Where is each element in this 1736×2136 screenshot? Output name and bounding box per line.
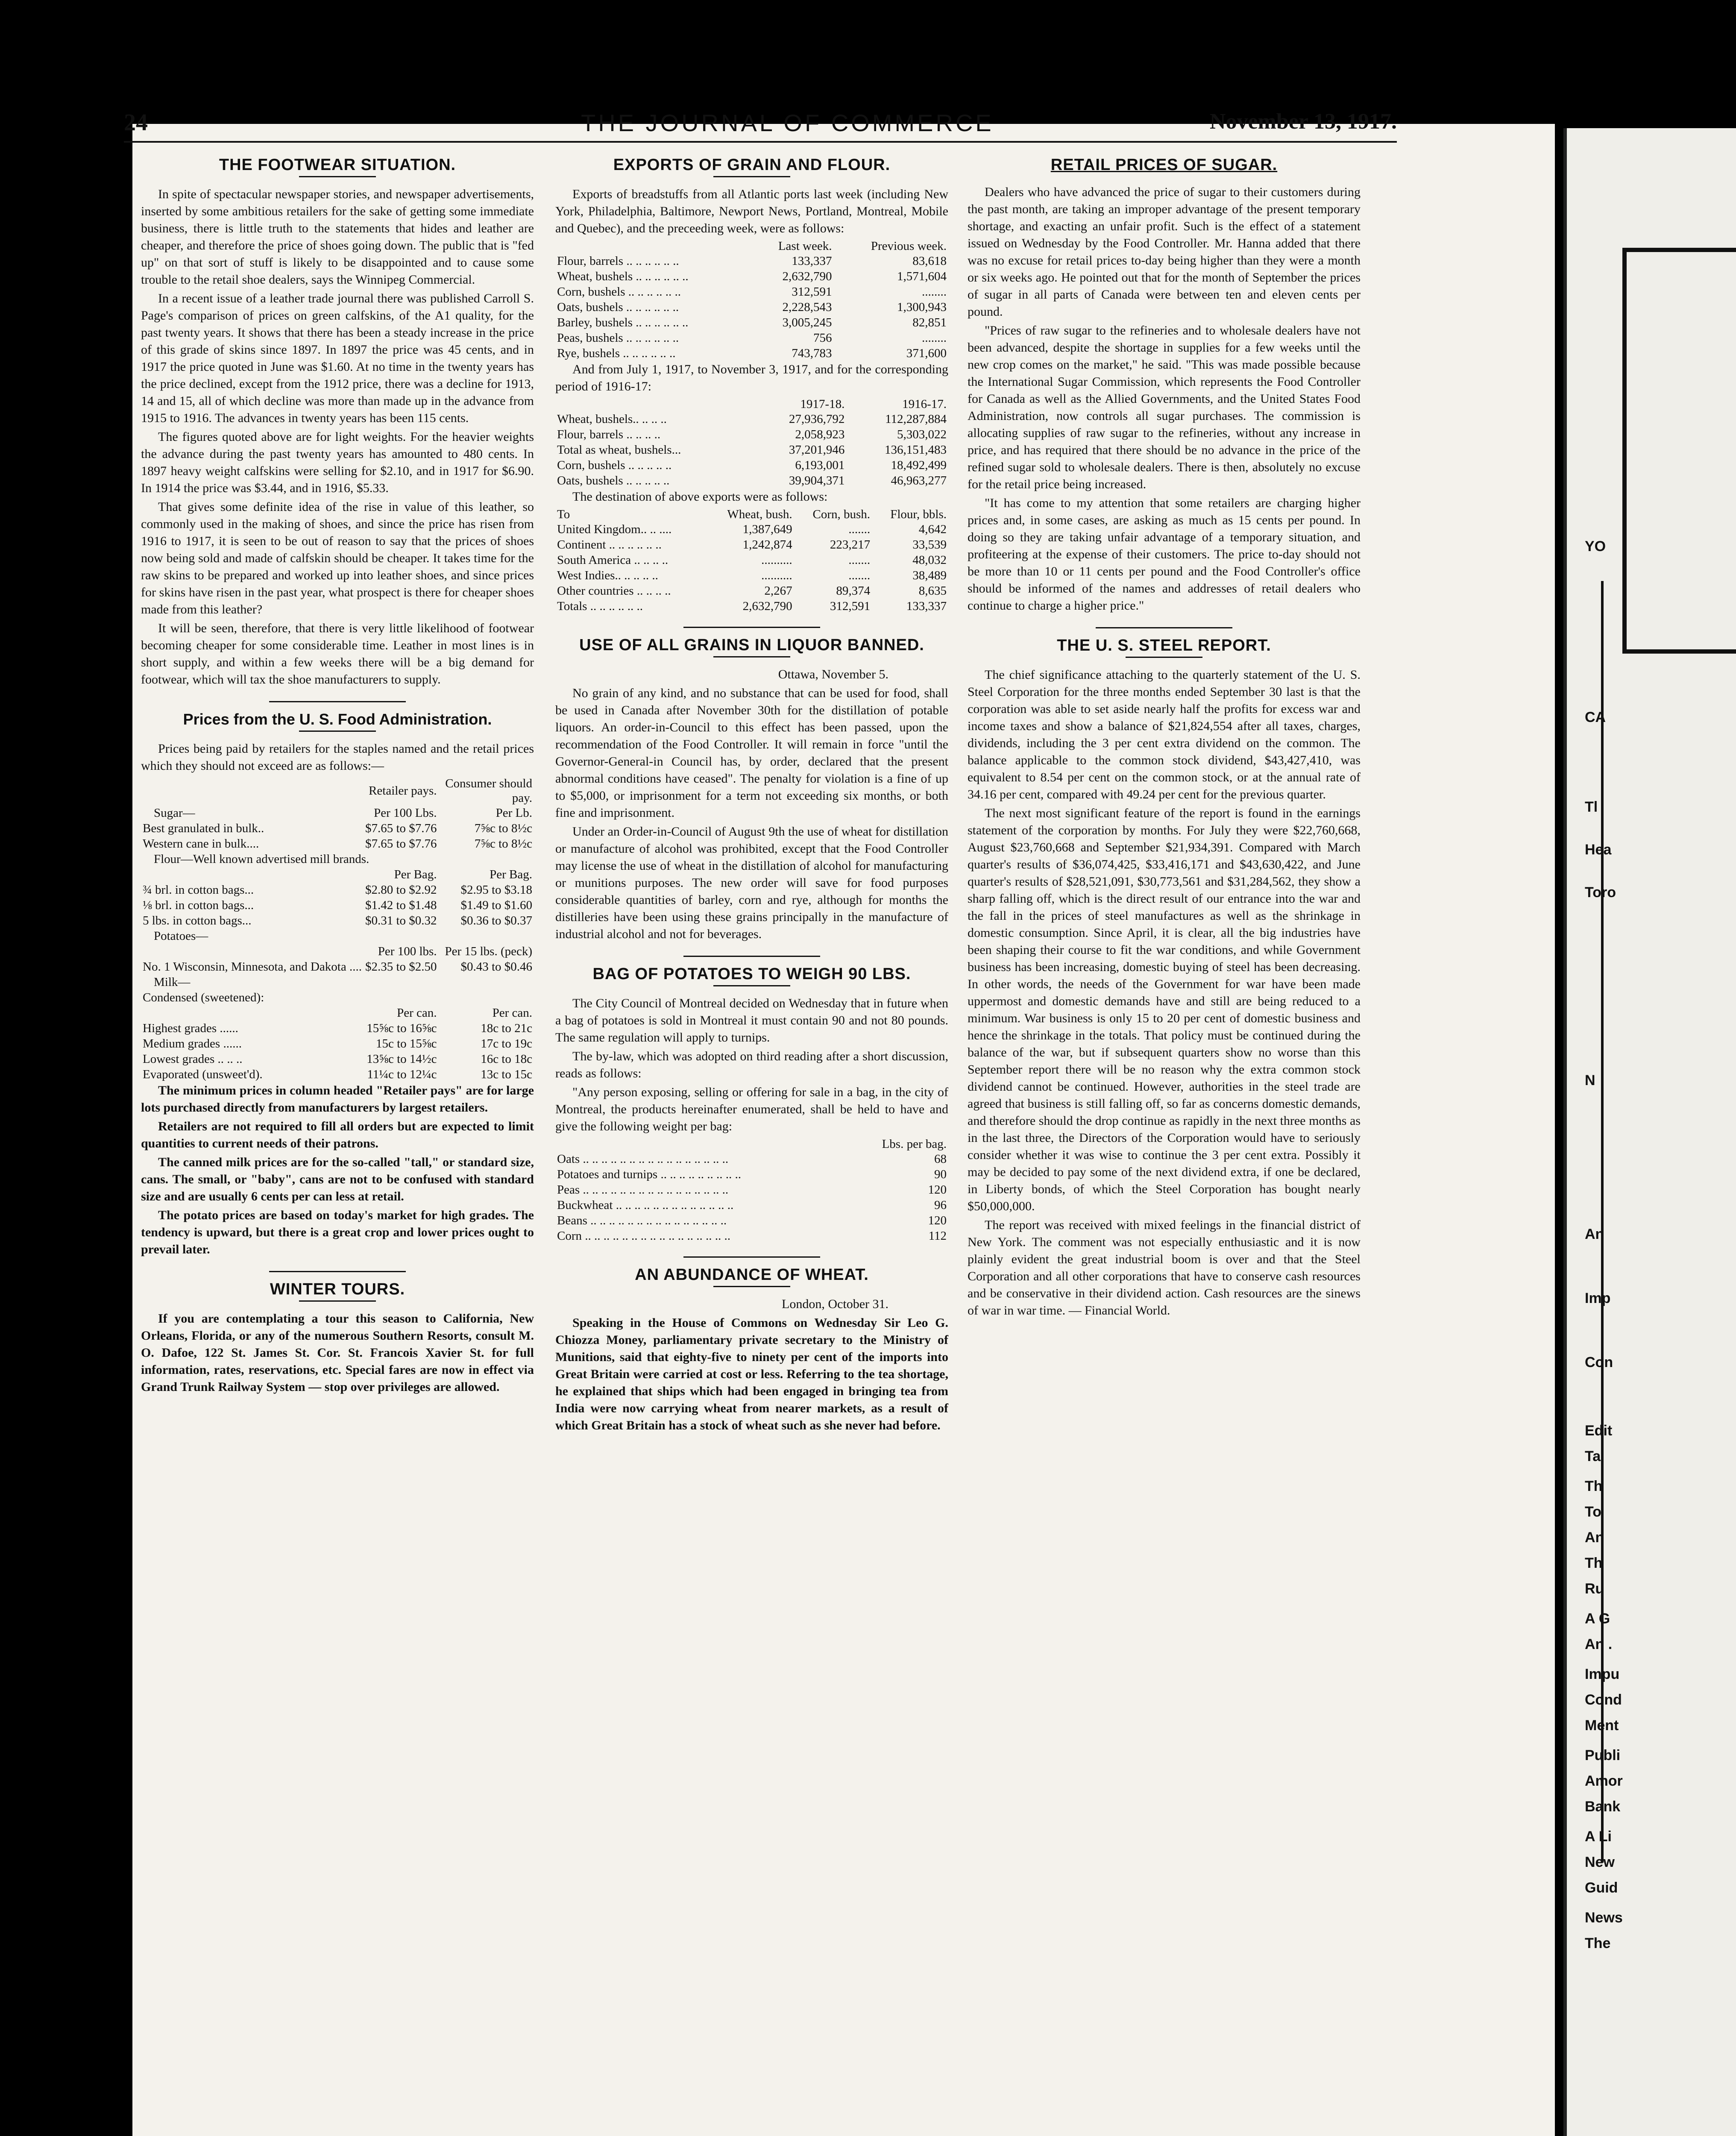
fragment-rule xyxy=(1601,581,1736,1863)
table-cell: $0.43 to $0.46 xyxy=(460,960,532,974)
table-cell: Total as wheat, bushels... xyxy=(557,443,681,457)
table-cell: Retailer pays. xyxy=(369,784,437,798)
table-cell: 90 xyxy=(934,1168,947,1181)
table-cell: ¾ brl. in cotton bags... xyxy=(143,883,254,897)
table-cell: 312,591 xyxy=(792,285,832,299)
table-row xyxy=(555,1182,948,1197)
table-cell xyxy=(141,776,364,805)
table-cell: 312,591 xyxy=(830,599,871,613)
table-cell: Condensed (sweetened): xyxy=(143,991,264,1004)
table-cell: 1916-17. xyxy=(902,397,947,411)
liquor-dateline: Ottawa, November 5. xyxy=(778,667,889,681)
table-cell: 16c to 18c xyxy=(481,1052,532,1066)
fragment-line: Toro xyxy=(1585,884,1616,901)
table-cell: Peas .. .. .. .. .. .. .. .. .. .. .. .. .. .. .. .. xyxy=(557,1183,729,1197)
page-number: 24 xyxy=(124,109,148,136)
table-row xyxy=(141,974,534,990)
winter-tours-text: If you are contemplating a tour this season to California, New Orleans, Florida, or any of the numerous Southern Resorts, consult M. O. Dafoe, 122 St. James St. Cor. St. Francois Xavier St. for full information, rates, reservations, etc. Special fares are now in effect via Grand Trunk Railway System — stop over privileges are allowed. xyxy=(141,1312,534,1394)
wheat-dateline: London, October 31. xyxy=(782,1297,889,1311)
table-row xyxy=(555,1228,948,1244)
winter-tours-title: WINTER TOURS. xyxy=(270,1280,405,1298)
fragment-line: An xyxy=(1585,1529,1604,1546)
steel-paragraph: The report was received with mixed feelings in the financial district of New York. The comment was not especially enthusiastic and it is now plainly evident the great industrial boom is over and that the Steel Corporation and all other corporations that have to conserve cash resources and be conservative in their dividend action. Cash resources are the sinews of war in war time. — Financial World. xyxy=(968,1218,1361,1317)
table-cell: 133,337 xyxy=(906,599,947,613)
divider xyxy=(299,1300,376,1302)
issue-date: November 13, 1917. xyxy=(1209,109,1397,134)
table-cell: 112 xyxy=(928,1229,947,1243)
table-row xyxy=(555,330,948,346)
divider xyxy=(713,1286,790,1287)
table-cell: ........ xyxy=(922,331,947,345)
table-cell: $2.80 to $2.92 xyxy=(365,883,437,897)
table-row xyxy=(555,299,948,315)
fragment-line: Imp xyxy=(1585,1290,1611,1306)
table-header xyxy=(141,776,534,805)
table-cell: Evaporated (unsweet'd). xyxy=(143,1068,263,1081)
table-row xyxy=(555,442,948,458)
table-cell: 13⅝c to 14½c xyxy=(367,1052,437,1066)
table-row xyxy=(555,1213,948,1228)
table-cell: $1.49 to $1.60 xyxy=(460,898,532,912)
table-cell: $2.35 to $2.50 xyxy=(365,960,437,974)
table-row xyxy=(555,346,948,361)
exports-period-table xyxy=(555,397,948,488)
table-cell: 17c to 19c xyxy=(481,1037,532,1050)
table-cell: 15⅝c to 16⅝c xyxy=(367,1021,437,1035)
table-cell: South America .. .. .. .. xyxy=(557,553,669,567)
table-cell: ....... xyxy=(848,553,871,567)
steel-title: THE U. S. STEEL REPORT. xyxy=(1057,637,1271,654)
table-cell: $7.65 to $7.76 xyxy=(365,837,437,851)
table-cell: Peas, bushels .. .. .. .. .. .. xyxy=(557,331,679,345)
divider xyxy=(299,731,376,732)
steel-paragraph: The chief significance attaching to the quarterly statement of the U. S. Steel Corporation for the three months ended September 30 last is that the corporation was able to set aside nearly half the profits for excess war and income taxes and show a balance of $21,824,554 after all taxes, charges, dividends, including the 3 per cent extra dividend on the common. The balance applicable to the common stock dividend, $43,427,410, was equivalent to 8.54 per cent on the common stock, or at the annual rate of 34.16 per cent, compared with 49.24 per cent for the previous quarter. xyxy=(968,668,1361,801)
liquor-paragraph: Under an Order-in-Council of August 9th the use of wheat for distillation or manufacture of alcohol was prohibited, except that the Food Controller may license the use of wheat in the distillation of alcohol for manufacturing or munitions purposes. The new order will save for food purposes considerable quantities of barley, corn and rye, although for months the distilleries have been using these grains principally in the manufacture of industrial alcohol and not for beverages. xyxy=(555,824,948,941)
table-row xyxy=(555,458,948,473)
food-admin-note: The potato prices are based on today's market for high grades. The tendency is upward, but there is a great crop and lower prices ought to prevail later. xyxy=(141,1208,534,1256)
fragment-line: Ru xyxy=(1585,1581,1604,1597)
table-cell: Per can. xyxy=(397,1006,437,1020)
table-cell: Medium grades ...... xyxy=(143,1037,242,1050)
table-row xyxy=(141,898,534,913)
table-cell: 18,492,499 xyxy=(891,458,947,472)
table-row xyxy=(555,568,948,583)
sugar-article xyxy=(968,184,1361,614)
table-cell: $1.42 to $1.48 xyxy=(365,898,437,912)
table-cell: Corn, bushels .. .. .. .. .. .. xyxy=(557,285,681,299)
food-admin-note: Retailers are not required to fill all orders but are expected to limit quantities to current needs of their patrons. xyxy=(141,1119,534,1150)
fragment-line: Edit xyxy=(1585,1423,1613,1439)
table-cell: Lowest grades .. .. .. xyxy=(143,1052,243,1066)
table-cell: 2,228,543 xyxy=(782,300,832,314)
table-cell: Western cane in bulk.... xyxy=(143,837,259,851)
food-admin-table xyxy=(141,776,534,1082)
table-cell: 1,242,874 xyxy=(742,538,792,552)
table-cell: 5,303,022 xyxy=(897,428,947,441)
table-row xyxy=(555,583,948,599)
table-row xyxy=(141,1067,534,1082)
fragment-line: Amor xyxy=(1585,1773,1623,1789)
fragment-line: A Li xyxy=(1585,1828,1612,1845)
table-cell: Corn .. .. .. .. .. .. .. .. .. .. .. .. .. .. .. .. xyxy=(557,1229,730,1243)
table-cell: 8,635 xyxy=(918,584,947,598)
divider xyxy=(299,176,376,177)
table-cell: Highest grades ...... xyxy=(143,1021,238,1035)
potatoes-paragraph: "Any person exposing, selling or offering for sale in a bag, in the city of Montreal, the products hereinafter enumerated, shall be held to have and give the following weight per bag: xyxy=(555,1085,948,1133)
food-admin-note: The minimum prices in column headed "Retailer pays" are for large lots purchased directly from manufacturers by largest retailers. xyxy=(141,1083,534,1115)
table-cell: 1,300,943 xyxy=(897,300,947,314)
table-cell xyxy=(555,239,751,253)
table-cell: ....... xyxy=(848,522,871,536)
table-row xyxy=(141,913,534,928)
table-cell: ⅛ brl. in cotton bags... xyxy=(143,898,254,912)
fragment-line: N xyxy=(1585,1072,1595,1089)
divider xyxy=(1126,657,1202,658)
fragment-line: Th xyxy=(1585,1478,1603,1494)
table-cell: Consumer should pay. xyxy=(445,777,532,805)
table-cell: Oats, bushels .. .. .. .. .. xyxy=(557,474,670,487)
table-cell: 2,058,923 xyxy=(795,428,845,441)
fragment-line: Con xyxy=(1585,1354,1613,1370)
table-cell: 223,217 xyxy=(830,538,871,552)
exports-intro: Exports of breadstuffs from all Atlantic ports last week (including New York, Philadelphia, Baltimore, Newport News, Portland, Montreal, Mobile and Quebec), and the preceeding week, were as follows: xyxy=(555,187,948,235)
table-cell: 743,783 xyxy=(792,346,832,360)
sugar-paragraph: "Prices of raw sugar to the refineries and to wholesale dealers have not been advanced, despite the shortage in supplies for a few weeks until the new crop comes on the market," he said. "This was made possible because the International Sugar Commission, which represents the Food Controller for Canada as well as the Allied Governments, and the United States Food Administration, now controls all sugar purchases. The commission is allocating supplies of raw sugar to the refineries, without any increase in price, and has required that there should be no advance in the price of the refined sugar sold to wholesale dealers. There is then, absolutely no excuse for the retail price being increased. xyxy=(968,323,1361,491)
table-cell: 83,618 xyxy=(912,254,947,268)
divider xyxy=(269,701,406,702)
table-row xyxy=(555,427,948,442)
table-cell: 1,387,649 xyxy=(742,522,792,536)
divider xyxy=(713,985,790,986)
table-cell: Best granulated in bulk.. xyxy=(143,822,264,835)
table-row xyxy=(141,1051,534,1067)
table-row xyxy=(555,522,948,537)
food-admin-intro: Prices being paid by retailers for the staples named and the retail prices which they should not exceed are as follows:— xyxy=(141,742,534,773)
potatoes-paragraph: The by-law, which was adopted on third reading after a short discussion, reads as follows: xyxy=(555,1049,948,1080)
sugar-paragraph: Dealers who have advanced the price of sugar to their customers during the past month, are taking an improper advantage of the present temporary shortage, and exacting an unfair profit. Such is the effect of a statement issued on Wednesday by the Food Controller. Mr. Hanna added that there was no excuse for retail prices to-day being higher than they were a month or six weeks ago. He pointed out that for the month of September the prices of sugar in all parts of Canada were between ten and eleven cents per pound. xyxy=(968,185,1361,319)
fragment-line: Hea xyxy=(1585,842,1612,858)
sugar-title: RETAIL PRICES OF SUGAR. xyxy=(1050,156,1278,174)
liquor-paragraph: No grain of any kind, and no substance that can be used for food, shall be used in Canada after November 30th for the distillation of potable liquors. An order-in-Council to this effect has been passed, upon the recommendation of the Food Controller. It will remain in force "until the Governor-General-in Council has, by order, declared that the present abnormal conditions have ceased". The penalty for violation is a fine of up to $5,000, or imprisonment for a term not exceeding six months, or both fine and imprisonment. xyxy=(555,686,948,820)
divider xyxy=(713,176,790,177)
table-row xyxy=(141,1005,534,1021)
food-admin-notes xyxy=(141,1082,534,1258)
table-row xyxy=(555,1167,948,1182)
fragment-line: An xyxy=(1585,1226,1604,1242)
table-cell: Flour, bbls. xyxy=(890,508,947,521)
table-cell: 133,337 xyxy=(792,254,832,268)
table-cell: 13c to 15c xyxy=(481,1068,532,1081)
food-admin-title: Prices from the U. S. Food Administration. xyxy=(183,710,492,728)
divider xyxy=(713,656,790,657)
table-cell: Potatoes and turnips .. .. .. .. .. .. .. .. .. xyxy=(557,1168,741,1181)
table-cell: Potatoes— xyxy=(154,929,208,943)
table-cell: 371,600 xyxy=(906,346,947,360)
table-cell: 120 xyxy=(928,1214,947,1227)
table-row xyxy=(141,867,534,882)
footwear-paragraph: In spite of spectacular newspaper stories, and newspaper advertisements, inserted by some ambitious retailers for the sake of getting some immediate business, there is little truth to the statements that hides and leather are cheaper, and therefore the price of shoes going down. The public that is "fed up" on that sort of stuff is likely to be disappointed and to cause some trouble to the retail shoe dealers, says the Winnipeg Commercial. xyxy=(141,187,534,287)
table-cell: Lbs. per bag. xyxy=(882,1137,947,1151)
table-row xyxy=(555,599,948,614)
table-cell: Last week. xyxy=(778,239,832,253)
table-cell: 120 xyxy=(928,1183,947,1197)
fragment-line: Ment xyxy=(1585,1717,1619,1734)
fragment-line: New xyxy=(1585,1854,1615,1870)
table-cell: Oats, bushels .. .. .. .. .. .. xyxy=(557,300,679,314)
potatoes-title: BAG OF POTATOES TO WEIGH 90 LBS. xyxy=(592,965,911,983)
table-cell: 82,851 xyxy=(912,316,947,329)
table-cell: ....... xyxy=(848,569,871,582)
table-cell: 2,632,790 xyxy=(782,270,832,283)
table-header xyxy=(555,239,948,253)
table-cell: $2.95 to $3.18 xyxy=(460,883,532,897)
table-cell: Per Lb. xyxy=(496,806,532,820)
table-row xyxy=(555,284,948,299)
table-row xyxy=(555,315,948,330)
fragment-line: To xyxy=(1585,1504,1602,1520)
table-cell: Per Bag. xyxy=(490,868,532,881)
table-row xyxy=(555,537,948,552)
table-cell: United Kingdom.. .. .... xyxy=(557,522,672,536)
table-cell: Flour, barrels .. .. .. .. .. .. xyxy=(557,254,679,268)
table-cell: Per can. xyxy=(492,1006,532,1020)
wheat-title: AN ABUNDANCE OF WHEAT. xyxy=(635,1266,869,1284)
exports-destination-table xyxy=(555,507,948,614)
exports-weekly-table xyxy=(555,239,948,361)
table-row xyxy=(555,1151,948,1167)
table-cell: 5 lbs. in cotton bags... xyxy=(143,914,252,927)
potatoes-paragraph: The City Council of Montreal decided on Wednesday that in future when a bag of potatoes is sold in Montreal it must contain 90 and not 80 pounds. The same regulation will apply to turnips. xyxy=(555,996,948,1045)
table-cell: Buckwheat .. .. .. .. .. .. .. .. .. .. .. .. .. xyxy=(557,1198,734,1212)
footwear-article xyxy=(141,186,534,688)
fragment-line: Bank xyxy=(1585,1799,1621,1815)
table-row xyxy=(141,990,534,1005)
table-cell: 2,632,790 xyxy=(742,599,792,613)
table-cell xyxy=(141,867,364,882)
fragment-line: An . xyxy=(1585,1636,1613,1652)
table-cell xyxy=(141,944,364,959)
table-cell: 1917-18. xyxy=(800,397,845,411)
liquor-article xyxy=(555,685,948,943)
table-header xyxy=(555,507,948,522)
table-cell: Flour—Well known advertised mill brands. xyxy=(154,852,369,866)
steel-article xyxy=(968,666,1361,1319)
divider xyxy=(269,1271,406,1272)
table-cell: Per 100 lbs. xyxy=(378,945,437,958)
table-cell: Wheat, bushels.. .. .. .. xyxy=(557,412,667,426)
table-row xyxy=(141,821,534,836)
table-cell: Wheat, bush. xyxy=(727,508,792,521)
table-cell: 39,904,371 xyxy=(789,474,845,487)
table-cell: .......... xyxy=(761,553,792,567)
table-cell: Per 100 Lbs. xyxy=(374,806,437,820)
exports-period-text: And from July 1, 1917, to November 3, 1917, and for the corresponding period of 1916-17: xyxy=(555,362,948,393)
table-cell: ........ xyxy=(922,285,947,299)
table-cell xyxy=(555,1137,844,1151)
table-cell: 1,571,604 xyxy=(897,270,947,283)
table-cell: 7⅝c to 8½c xyxy=(474,822,532,835)
table-row xyxy=(141,851,534,867)
footwear-paragraph: The figures quoted above are for light weights. For the heavier weights the advance during the past twenty years has amounted to 480 cents. In 1897 heavy weight calfskins were selling for $2.10, and in 1917 for $6.90. In 1914 the price was $3.44, and in 1916, $5.33. xyxy=(141,430,534,495)
table-row xyxy=(555,552,948,568)
table-cell: .......... xyxy=(761,569,792,582)
table-row xyxy=(141,959,534,974)
fragment-line: Publi xyxy=(1585,1747,1621,1763)
table-row xyxy=(141,882,534,898)
fragment-line: Ta xyxy=(1585,1448,1601,1464)
column-2 xyxy=(555,154,948,1436)
table-row xyxy=(141,928,534,944)
table-cell: No. 1 Wisconsin, Minnesota, and Dakota .... xyxy=(143,960,362,974)
table-cell: 48,032 xyxy=(912,553,947,567)
fragment-line: Guid xyxy=(1585,1880,1618,1896)
potatoes-weight-table xyxy=(555,1137,948,1244)
column-3 xyxy=(968,154,1361,1321)
fragment-line: Cond xyxy=(1585,1692,1622,1708)
table-row xyxy=(141,805,534,821)
table-row xyxy=(141,944,534,959)
table-cell: Milk— xyxy=(154,975,191,989)
table-cell: 68 xyxy=(934,1152,947,1166)
table-cell: 46,963,277 xyxy=(891,474,947,487)
fragment-line: News xyxy=(1585,1910,1623,1926)
fragment-line: YO xyxy=(1585,538,1606,555)
table-cell: Wheat, bushels .. .. .. .. .. .. xyxy=(557,270,689,283)
table-cell: Previous week. xyxy=(871,239,947,253)
masthead-rule xyxy=(124,141,1397,143)
table-cell: $0.31 to $0.32 xyxy=(365,914,437,927)
table-row xyxy=(555,473,948,488)
footwear-paragraph: It will be seen, therefore, that there is very little likelihood of footwear becoming cheaper for some considerable time. Leather in most lines is in short supply, and within a few weeks there will be a big demand for footwear, which will tax the shoe manufacturers to supply. xyxy=(141,621,534,687)
table-cell: Per Bag. xyxy=(394,868,437,881)
divider xyxy=(683,956,820,957)
table-cell: 96 xyxy=(934,1198,947,1212)
table-cell: $0.36 to $0.37 xyxy=(460,914,532,927)
fragment-line: Tl xyxy=(1585,799,1598,815)
footwear-paragraph: In a recent issue of a leather trade journal there was published Carroll S. Page's comparison of prices on green calfskins, of the A1 quality, for the past twenty years. It shows that there has been a steady increase in the price of this grade of skins since 1897. In 1897 the price was 45 cents, and in 1917 the price quoted in June was $1.60. At no time in the twenty years has the price declined, except from the 1912 price, there was a decline for 1913, 14 and 15, all of which decline was more than made up in the advance from 1915 to 1916. The advances in twenty years has been 115 cents. xyxy=(141,291,534,425)
column-1 xyxy=(141,154,534,1397)
table-cell: Corn, bushels .. .. .. .. .. xyxy=(557,458,672,472)
table-cell: Per 15 lbs. (peck) xyxy=(445,945,532,958)
table-cell: 27,936,792 xyxy=(789,412,845,426)
exports-title: EXPORTS OF GRAIN AND FLOUR. xyxy=(613,156,891,174)
table-cell xyxy=(141,1005,364,1021)
table-cell: 7⅝c to 8½c xyxy=(474,837,532,851)
fragment-line: CA xyxy=(1585,709,1606,725)
table-row xyxy=(555,411,948,427)
table-row xyxy=(555,253,948,269)
table-cell: 112,287,884 xyxy=(885,412,947,426)
table-cell: Corn, bush. xyxy=(812,508,871,521)
table-cell: Totals .. .. .. .. .. .. xyxy=(557,599,643,613)
table-cell: To xyxy=(557,508,570,521)
food-admin-note: The canned milk prices are for the so-called "tall," or standard size, cans. The small, or "baby", cans are not to be confused with standard size and are usually 6 cents per can less at retail. xyxy=(141,1155,534,1203)
table-cell: $7.65 to $7.76 xyxy=(365,822,437,835)
divider xyxy=(683,1256,820,1258)
table-cell: 33,539 xyxy=(912,538,947,552)
table-cell: 15c to 15⅝c xyxy=(375,1037,437,1050)
fragment-line: A G xyxy=(1585,1611,1610,1627)
potatoes-article xyxy=(555,995,948,1135)
journal-title: THE JOURNAL OF COMMERCE xyxy=(581,109,994,136)
divider xyxy=(1096,627,1232,628)
divider xyxy=(683,627,820,628)
liquor-title: USE OF ALL GRAINS IN LIQUOR BANNED. xyxy=(579,636,924,654)
table-cell: 89,374 xyxy=(836,584,871,598)
table-header xyxy=(555,1137,948,1151)
sugar-paragraph: "It has come to my attention that some retailers are charging higher prices and, in some cases, are asking as much as 15 cents per pound. In doing so they are taking unfair advantage of a temporary situation, and profiteering at the expense of their customers. The price to-day should not be more than 10 or 11 cents per pound and the Food Controller's office should be informed of the names and addresses of retail dealers who continue to charge a higher price." xyxy=(968,496,1361,613)
table-cell: 38,489 xyxy=(912,569,947,582)
fragment-line: Th xyxy=(1585,1555,1603,1571)
masthead xyxy=(124,109,1397,139)
footwear-title: THE FOOTWEAR SITUATION. xyxy=(219,156,456,174)
table-cell: Barley, bushels .. .. .. .. .. .. xyxy=(557,316,689,329)
steel-paragraph: The next most significant feature of the report is found in the earnings statement of the corporation by months. For July they were $22,760,668, August $23,760,668 and September $21,934,391. Compared with March quarter's results of $36,074,425, $33,416,171 and $43,630,422, and June quarter's results of $28,521,091, $30,773,561 and $31,284,562, they show a sharp falling off, which is the direct result of our entrance into the war and the fall in the prices of steel manufactures as well as the shrinkage in domestic consumption. Since April, it is clear, all the big industries have been shaping their course to fit the war conditions, and while Government business has been increasing, domestic buying of steel has been decreasing. In other words, the needs of the Government for war have been made uppermost and domestic demands have and still are being reduced to a minimum. War business is only 15 to 20 per cent of domestic business and hence the shrinkage in the totals. That policy must be continued during the balance of the war, but if subsequent quarters show no worse than this September report there will be no reason why the extra common stock dividend cannot be continued. However, authorities in the steel trade are agreed that business is still falling off, so far as concerns domestic demands, and therefore should the drop continue as rapidly in the next three months as in the last three, the Directors of the Corporation would have to seriously consider whether it was wise to continue the 3 per cent extra. Possibly it may be decided to pay some of the next dividend extra, if one be declared, in Liberty bonds, of which the Steel Corporation has bought nearly $50,000,000. xyxy=(968,806,1361,1213)
table-row xyxy=(141,1036,534,1051)
table-row xyxy=(555,1197,948,1213)
table-cell: Oats .. .. .. .. .. .. .. .. .. .. .. .. .. .. .. .. xyxy=(557,1152,729,1166)
fragment-line: Impu xyxy=(1585,1666,1620,1682)
table-cell: Beans .. .. .. .. .. .. .. .. .. .. .. .. .. .. .. xyxy=(557,1214,727,1227)
table-header xyxy=(555,397,948,411)
table-cell: Sugar— xyxy=(154,806,195,820)
table-row xyxy=(555,269,948,284)
table-cell xyxy=(555,397,754,411)
table-cell: Flour, barrels .. .. .. .. xyxy=(557,428,661,441)
table-cell: 136,151,483 xyxy=(885,443,947,457)
table-row xyxy=(141,1021,534,1036)
wheat-text: Speaking in the House of Commons on Wednesday Sir Leo G. Chiozza Money, parliamentary private secretary to the Ministry of Munitions, said that eighty-five to ninety per cent of the imports into Great Britain were carried at cost or less. Referring to the tea shortage, he explained that ships which had been engaged in bringing tea from India were now carrying wheat from nearer markets, as a result of which Great Britain has a stock of wheat such as she never had before. xyxy=(555,1316,948,1432)
table-row xyxy=(141,836,534,851)
fragment-line: The xyxy=(1585,1935,1611,1951)
table-cell: 11¼c to 12¼c xyxy=(367,1068,437,1081)
exports-destination-text: The destination of above exports were as follows: xyxy=(572,490,828,504)
table-cell: 3,005,245 xyxy=(782,316,832,329)
table-cell: Other countries .. .. .. .. xyxy=(557,584,671,598)
table-cell: 2,267 xyxy=(764,584,792,598)
table-cell: 756 xyxy=(813,331,832,345)
footwear-paragraph: That gives some definite idea of the rise in value of this leather, so commonly used in the making of shoes, and since the price has risen from 1916 to 1917, it is seen to be out of reason to say that the prices of shoes now being sold and made of calfskin should be cheaper. It takes time for the raw skins to be prepared and worked up into leather shoes, and since prices for skins have risen in the past year, what prospect is there for cheaper shoes made from this leather? xyxy=(141,500,534,616)
table-cell: Continent .. .. .. .. .. .. xyxy=(557,538,662,552)
table-cell: 37,201,946 xyxy=(789,443,845,457)
table-cell: Rye, bushels .. .. .. .. .. .. xyxy=(557,346,676,360)
table-cell: 4,642 xyxy=(918,522,947,536)
table-cell: West Indies.. .. .. .. .. xyxy=(557,569,658,582)
table-cell: 6,193,001 xyxy=(795,458,845,472)
table-cell: 18c to 21c xyxy=(481,1021,532,1035)
